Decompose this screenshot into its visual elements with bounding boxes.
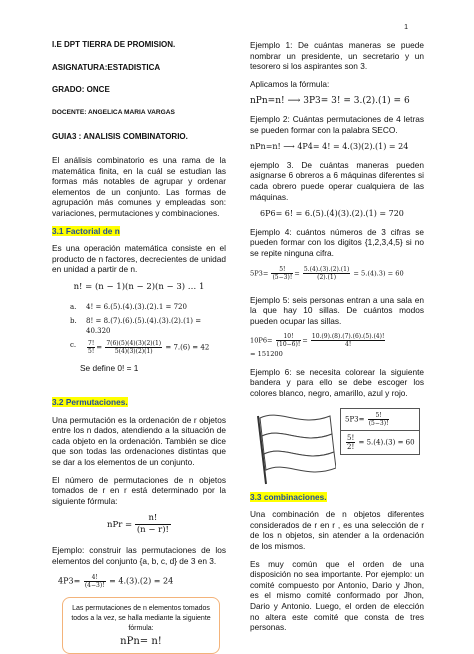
example-3-formula: 6P6= 6! = 6.(5).(4)(3).(2).(1) = 720: [260, 209, 404, 219]
example-4-formula: 5P3= $\frac{5!}{(5-3)!}$ = $\frac{5.(4).(3).(2).(1)}{(2).(1)}$ = 5.(4).3) = 60: [250, 265, 404, 281]
example-2-formula: nPn=n! ⟶ 4P4= 4! = 4.(3)(2).(1) = 24: [250, 142, 409, 152]
permutation-definition: Una permutación es la ordenación de r objetos entre los n dados, atendiendo a la situación de cada objeto en la ordenación. También se dice que son todas las ordenaciones distintas que se dar a los elementos de un conjunto.: [52, 414, 226, 468]
permutation-formula: nPr = $\frac{n!}{(n - r)!}$: [107, 513, 169, 536]
example-1-formula: nPn=n! ⟶ 3P3= 3! = 3.(2).(1) = 6: [250, 96, 410, 107]
factorial-definition: Es una operación matemática consiste en el producto de n factores, decrecientes de unidad en unidad a partir de n.: [52, 243, 226, 275]
teacher: DOCENTE: ANGELICA MARIA VARGAS: [52, 108, 175, 116]
section-factorial-title: 3.1 Factorial de n: [52, 225, 120, 236]
formula-box: [62, 597, 220, 654]
left-column: [52, 40, 226, 654]
guide-title: GUIA3 : ANALISIS COMBINATORIO.: [52, 132, 188, 142]
flag-example: [250, 406, 424, 486]
section-combinations-title: 3.3 combinaciones.: [250, 491, 327, 502]
zero-factorial-note: Se define 0! = 1: [80, 362, 139, 373]
right-column: [250, 40, 424, 640]
combination-example: Es muy común que el orden de una disposición no sea importante. Por ejemplo: un comité compuesto por Antonio, Dario y Jhon, es el mismo comité conformado por Jhon, Dario y Antonio. Luego, el orden de elección no altera este comité que consta de tres personas.: [250, 558, 424, 633]
subject: ASIGNATURA:ESTADISTICA: [52, 62, 161, 72]
combination-definition: Una combinación de n objetos diferentes considerados de r en r , es una selección de r de los n objetos, sin atender a la ordenación de los mismos.: [250, 509, 424, 552]
example-1-apply: Aplicamos la fórmula:: [250, 78, 330, 89]
example-6: Ejemplo 6: se necesita colorear la siguiente bandera y para ello se debe escoger los colores blanco, negro, amarillo, azul y rojo.: [250, 366, 424, 399]
example-4: Ejemplo 4: cuántos números de 3 cifras se pueden formar con los digitos {1,2,3,4,5} si no se repite ninguna cifra.: [250, 226, 424, 258]
example-5: Ejemplo 5: seis personas entran a una sala en la que hay 10 sillas. De cuántos modos pueden ocupar las sillas.: [250, 294, 424, 326]
permutation-example-calc: 4P3= $\frac{4!}{(4-3)!}$ = 4.(3).(2) = 24: [58, 573, 174, 589]
factorial-formula: n! = (n − 1)(n − 2)(n − 3) … 1: [73, 281, 205, 292]
formula-box-text: Las permutaciones de n elementos tomados todos a la vez, se halla mediante la siguiente fórmula:: [71, 604, 211, 632]
intro-paragraph: El análisis combinatorio es una rama de la matemática finita, en la cuál se estudian las formas más notables de agrupar y ordenar elementos de un conjunto. Las formas de agrupación más comunes y empleadas son: variaciones, permutaciones y combinaciones.: [52, 154, 226, 218]
flag-formula: 5P3= $\frac{5!}{(5-3)!}$ $\frac{5!}{2!}$ = 5.(4).(3) = 60: [340, 408, 420, 455]
example-1: Ejemplo 1: De cuántas maneras se puede nombrar un presidente, un secretario y un tesorero si los aspirantes son 3.: [250, 40, 424, 72]
example-5-result: = 151200: [250, 350, 283, 359]
permutation-example: Ejemplo: construir las permutaciones de los elementos del conjunto {a, b, c, d} de 3 en 3.: [52, 545, 226, 567]
example-2: Ejemplo 2: Cuántas permutaciones de 4 letras se pueden formar con la palabra SECO.: [250, 113, 424, 135]
page-number: 1: [404, 24, 408, 31]
permutation-formula-intro: El número de permutaciones de n objetos tomados de r en r está determinado por la siguiente fórmula:: [52, 474, 226, 506]
flag-icon: [250, 406, 336, 486]
example-5-formula: 10P6= $\frac{10!}{(10-6)!}$ = $\frac{10.(9).(8).(7).(6).(5).(4)!}{4!}$: [250, 333, 385, 349]
factorial-example-c: c. $\frac{7!}{5!}$ = $\frac{7(6)(5)(4)(3)(2)(1)}{5(4)(3)(2)(1)}$ = 7.(6) = 42: [70, 339, 210, 355]
example-3: ejemplo 3. De cuántas maneras pueden asignarse 6 obreros a 6 máquinas diferentes si cada obrero puede operar cualquiera de las máquinas.: [250, 159, 424, 202]
section-permutations-title: 3.2 Permutaciones.: [52, 397, 128, 408]
factorial-example-b: b. 8! = 8.(7).(6).(5).(4).(3).(2).(1) = 40.320: [70, 316, 202, 335]
grade: GRADO: ONCE: [52, 85, 110, 95]
formula-box-formula: nPn= n!: [120, 635, 162, 647]
school-name: I.E DPT TIERRA DE PROMISION.: [52, 40, 176, 49]
factorial-example-a: a. 4! = 6.(5).(4).(3).(2).1 = 720: [70, 302, 187, 311]
